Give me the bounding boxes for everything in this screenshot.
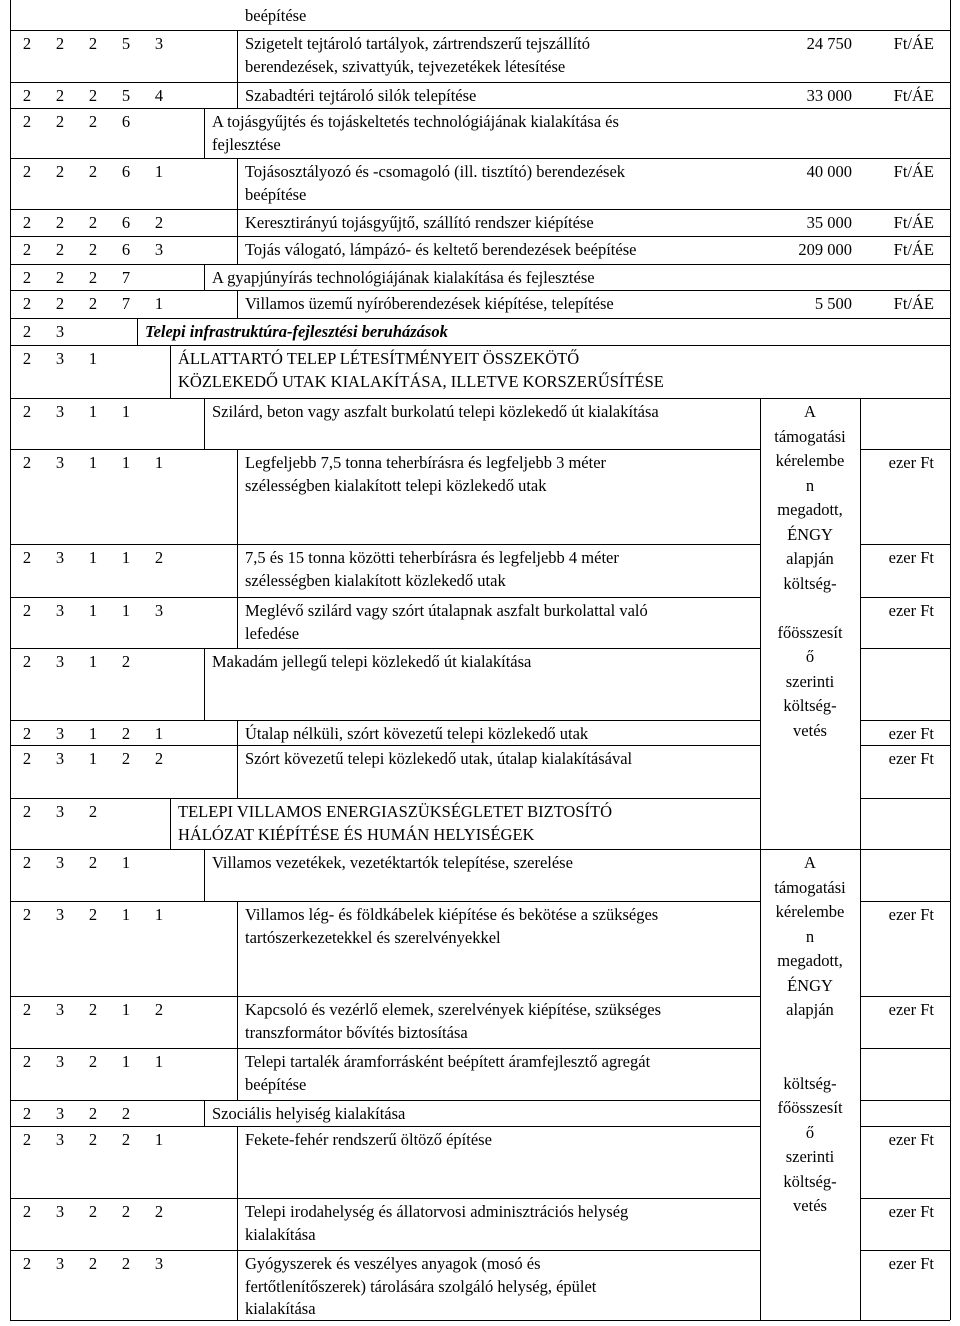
code-digit: 2 <box>88 853 98 872</box>
code-digit: 3 <box>154 240 164 259</box>
code-digit: 3 <box>55 402 65 421</box>
code-digit: 3 <box>154 601 164 620</box>
cost-basis-note: A <box>804 402 816 421</box>
code-digit: 7 <box>121 294 131 313</box>
code-digit: 1 <box>154 162 164 181</box>
amount-value: 33 000 <box>806 86 852 105</box>
code-digit: 3 <box>55 1254 65 1273</box>
code-digit: 1 <box>88 453 98 472</box>
code-digit: 1 <box>88 724 98 743</box>
table-rule <box>237 1048 238 1100</box>
item-description: Legfeljebb 7,5 tonna teherbírásra és legfeljebb 3 méter <box>245 453 607 472</box>
code-digit: 2 <box>88 1104 98 1123</box>
table-rule <box>10 1250 760 1251</box>
table-rule <box>10 1048 760 1049</box>
code-digit: 2 <box>22 802 32 821</box>
table-rule <box>204 648 205 720</box>
cost-basis-note: ő <box>805 647 815 666</box>
unit-label: ezer Ft <box>888 1254 934 1273</box>
code-digit: 2 <box>22 652 32 671</box>
code-digit: 1 <box>121 1052 131 1071</box>
code-digit: 3 <box>55 453 65 472</box>
code-digit: 3 <box>55 1202 65 1221</box>
cost-basis-note: ő <box>805 1122 815 1142</box>
unit-label: Ft/ÁE <box>893 86 934 105</box>
code-digit: 2 <box>88 802 98 821</box>
table-rule <box>237 82 238 108</box>
code-digit: 2 <box>88 1130 98 1149</box>
item-description: fejlesztése <box>212 134 281 154</box>
table-rule <box>860 1198 950 1199</box>
item-description: Szabadtéri tejtároló silók telepítése <box>245 86 477 105</box>
code-digit: 1 <box>154 724 164 743</box>
code-digit: 2 <box>22 1052 32 1071</box>
amount-value: 209 000 <box>798 240 852 259</box>
item-description: kialakítása <box>245 1224 316 1244</box>
code-digit: 2 <box>55 162 65 181</box>
table-rule <box>237 996 238 1048</box>
code-digit: 1 <box>88 749 98 768</box>
code-digit: 2 <box>22 86 32 105</box>
code-digit: 1 <box>88 601 98 620</box>
code-digit: 2 <box>154 1000 164 1019</box>
code-digit: 1 <box>154 294 164 313</box>
code-digit: 3 <box>55 652 65 671</box>
code-digit: 2 <box>55 34 65 53</box>
item-description: Szórt kövezetű telepi közlekedő utak, útalap kialakításával <box>245 749 633 768</box>
table-rule <box>860 1100 950 1101</box>
code-digit: 3 <box>55 802 65 821</box>
unit-label: ezer Ft <box>888 1000 934 1019</box>
table-rule <box>10 1126 760 1127</box>
unit-label: ezer Ft <box>888 724 934 743</box>
unit-label: ezer Ft <box>888 1202 934 1221</box>
code-digit: 2 <box>154 213 164 232</box>
code-digit: 3 <box>55 1104 65 1123</box>
code-digit: 3 <box>55 1130 65 1149</box>
item-description: Fekete-fehér rendszerű öltöző építése <box>245 1130 492 1149</box>
table-rule <box>860 1126 950 1127</box>
unit-label: Ft/ÁE <box>893 34 934 53</box>
cost-basis-note: költség- <box>783 1073 837 1093</box>
item-description: szélességben kialakított telepi közlekedő utak <box>245 475 547 495</box>
table-rule <box>170 798 171 849</box>
code-digit: 2 <box>22 34 32 53</box>
table-rule <box>204 264 205 290</box>
code-digit: 2 <box>121 1254 131 1273</box>
code-digit: 2 <box>22 1254 32 1273</box>
code-digit: 2 <box>88 112 98 131</box>
code-digit: 2 <box>22 240 32 259</box>
code-digit: 1 <box>154 453 164 472</box>
table-rule <box>10 996 760 997</box>
table-rule <box>10 108 950 109</box>
code-digit: 1 <box>154 1052 164 1071</box>
code-digit: 2 <box>121 749 131 768</box>
code-digit: 6 <box>121 162 131 181</box>
table-rule <box>10 398 950 399</box>
cost-basis-note: A <box>804 853 816 872</box>
code-digit: 3 <box>55 349 65 368</box>
code-digit: 2 <box>22 724 32 743</box>
code-digit: 2 <box>154 1202 164 1221</box>
code-digit: 2 <box>88 294 98 313</box>
item-description: Szociális helyiség kialakítása <box>212 1104 406 1123</box>
cost-basis-note: költség- <box>783 573 837 593</box>
table-rule <box>10 849 950 850</box>
item-description: transzformátor bővítés biztosítása <box>245 1022 468 1042</box>
code-digit: 3 <box>154 1254 164 1273</box>
item-description: berendezések, szivattyúk, tejvezetékek létesítése <box>245 56 566 76</box>
unit-label: ezer Ft <box>888 453 934 472</box>
table-rule <box>10 597 760 598</box>
amount-value: 40 000 <box>806 162 852 181</box>
item-description: Villamos lég- és földkábelek kiépítése és bekötése a szükséges <box>245 905 659 924</box>
code-digit: 3 <box>154 34 164 53</box>
cost-basis-note: ÉNGY <box>787 975 833 995</box>
table-rule <box>860 798 950 799</box>
table-rule <box>10 1198 760 1199</box>
code-digit: 3 <box>55 548 65 567</box>
code-digit: 6 <box>121 240 131 259</box>
code-digit: 2 <box>22 749 32 768</box>
code-digit: 2 <box>55 112 65 131</box>
table-rule <box>170 345 171 398</box>
table-rule <box>860 449 950 450</box>
table-rule <box>10 209 950 210</box>
cost-basis-note: megadott, <box>777 951 843 970</box>
code-digit: 2 <box>121 1130 131 1149</box>
code-digit: 2 <box>88 905 98 924</box>
code-digit: 2 <box>55 294 65 313</box>
table-rule <box>137 318 138 345</box>
table-rule <box>237 449 238 544</box>
table-rule <box>10 236 950 237</box>
item-description: KÖZLEKEDŐ UTAK KIALAKÍTÁSA, ILLETVE KORSZERŰSÍTÉSE <box>178 371 664 391</box>
code-digit: 2 <box>22 349 32 368</box>
item-description: Keresztirányú tojásgyűjtő, szállító rendszer kiépítése <box>245 213 594 232</box>
item-description: Villamos üzemű nyíróberendezések kiépítése, telepítése <box>245 294 614 313</box>
cost-basis-note: főösszesít <box>777 622 843 642</box>
table-rule <box>237 236 238 264</box>
unit-label: ezer Ft <box>888 601 934 620</box>
code-digit: 2 <box>55 240 65 259</box>
table-rule <box>950 0 951 1320</box>
code-digit: 2 <box>22 294 32 313</box>
table-rule <box>237 901 238 996</box>
code-digit: 6 <box>121 213 131 232</box>
code-digit: 2 <box>88 34 98 53</box>
cost-basis-note: szerinti <box>785 1147 835 1166</box>
unit-label: Ft/ÁE <box>893 294 934 313</box>
item-description: szélességben kialakított közlekedő utak <box>245 570 506 590</box>
table-rule <box>10 0 11 1320</box>
code-digit: 2 <box>88 1202 98 1221</box>
section-heading: Telepi infrastruktúra-fejlesztési beruházások <box>145 322 448 341</box>
code-digit: 2 <box>22 1202 32 1221</box>
code-digit: 2 <box>22 1130 32 1149</box>
code-digit: 2 <box>88 240 98 259</box>
code-digit: 1 <box>121 905 131 924</box>
table-rule <box>860 544 950 545</box>
table-rule <box>10 290 950 291</box>
cost-basis-note: megadott, <box>777 500 843 519</box>
cost-basis-note: n <box>805 475 815 495</box>
code-digit: 2 <box>22 213 32 232</box>
code-digit: 1 <box>88 652 98 671</box>
table-rule <box>10 264 950 265</box>
code-digit: 3 <box>55 1052 65 1071</box>
table-rule <box>204 849 205 901</box>
code-digit: 1 <box>121 402 131 421</box>
item-description: 7,5 és 15 tonna közötti teherbírásra és legfeljebb 4 méter <box>245 548 619 567</box>
table-rule <box>860 1250 950 1251</box>
table-rule <box>10 648 760 649</box>
item-description: Tojásosztályozó és -csomagoló (ill. tisztító) berendezések <box>245 162 626 181</box>
code-digit: 2 <box>22 268 32 287</box>
code-digit: 2 <box>22 601 32 620</box>
code-digit: 2 <box>22 905 32 924</box>
table-rule <box>204 1100 205 1126</box>
unit-label: ezer Ft <box>888 749 934 768</box>
table-rule <box>10 158 950 159</box>
item-description: Kapcsoló és vezérlő elemek, szerelvények kiépítése, szükséges <box>245 1000 661 1019</box>
code-digit: 2 <box>88 1052 98 1071</box>
item-description: Szigetelt tejtároló tartályok, zártrendszerű tejszállító <box>245 34 590 53</box>
table-rule <box>237 597 238 648</box>
amount-value: 5 500 <box>814 294 852 313</box>
code-digit: 2 <box>22 453 32 472</box>
item-description: Tojás válogató, lámpázó- és keltető berendezések beépítése <box>245 240 637 259</box>
code-digit: 7 <box>121 268 131 287</box>
code-digit: 3 <box>55 724 65 743</box>
unit-label: Ft/ÁE <box>893 213 934 232</box>
table-rule <box>204 108 205 158</box>
item-description: lefedése <box>245 623 300 643</box>
item-description: HÁLÓZAT KIÉPÍTÉSE ÉS HUMÁN HELYISÉGEK <box>178 824 535 844</box>
table-rule <box>10 544 760 545</box>
code-digit: 1 <box>154 1130 164 1149</box>
table-rule <box>860 597 950 598</box>
code-digit: 2 <box>121 724 131 743</box>
table-rule <box>860 849 861 1320</box>
cost-basis-note: főösszesít <box>777 1098 843 1117</box>
table-rule <box>10 82 950 83</box>
item-description: beépítése <box>245 184 307 204</box>
table-rule <box>204 398 205 449</box>
code-digit: 2 <box>22 548 32 567</box>
code-digit: 4 <box>154 86 164 105</box>
cost-basis-note: támogatási <box>774 426 846 446</box>
table-rule <box>237 544 238 597</box>
code-digit: 1 <box>121 853 131 872</box>
code-digit: 2 <box>22 853 32 872</box>
table-rule <box>10 901 760 902</box>
code-digit: 2 <box>88 1254 98 1273</box>
item-description: Szilárd, beton vagy aszfalt burkolatú telepi közlekedő út kialakítása <box>212 402 659 421</box>
code-digit: 6 <box>121 112 131 131</box>
cost-basis-note: ÉNGY <box>787 524 833 544</box>
table-rule <box>860 745 950 746</box>
code-digit: 1 <box>121 453 131 472</box>
code-digit: 1 <box>154 905 164 924</box>
item-description: fertőtlenítőszerek) tárolására szolgáló helység, épület <box>245 1276 597 1296</box>
code-digit: 2 <box>22 1000 32 1019</box>
code-digit: 2 <box>55 213 65 232</box>
unit-label: Ft/ÁE <box>893 162 934 181</box>
item-description: ÁLLATTARTÓ TELEP LÉTESÍTMÉNYEIT ÖSSZEKÖTŐ <box>178 349 580 368</box>
item-description: TELEPI VILLAMOS ENERGIASZÜKSÉGLETET BIZTOSÍTÓ <box>178 802 613 821</box>
code-digit: 5 <box>121 86 131 105</box>
table-rule <box>10 1320 950 1321</box>
code-digit: 1 <box>88 548 98 567</box>
item-description: Meglévő szilárd vagy szórt útalapnak aszfalt burkolattal való <box>245 601 648 620</box>
code-digit: 3 <box>55 749 65 768</box>
item-description: kialakítása <box>245 1299 316 1318</box>
code-digit: 2 <box>88 162 98 181</box>
item-description: beépítése <box>245 6 307 25</box>
code-digit: 5 <box>121 34 131 53</box>
amount-value: 24 750 <box>806 34 852 53</box>
table-rule <box>10 1100 760 1101</box>
table-rule <box>10 449 760 450</box>
table-rule <box>237 745 238 798</box>
code-digit: 2 <box>88 1000 98 1019</box>
cost-basis-note: költség- <box>783 1171 837 1191</box>
code-digit: 3 <box>55 601 65 620</box>
code-digit: 2 <box>121 1202 131 1221</box>
code-digit: 1 <box>88 349 98 368</box>
table-rule <box>10 318 950 319</box>
code-digit: 2 <box>22 402 32 421</box>
table-rule <box>860 398 861 849</box>
code-digit: 2 <box>22 162 32 181</box>
item-description: Makadám jellegű telepi közlekedő út kialakítása <box>212 652 532 671</box>
code-digit: 3 <box>55 853 65 872</box>
table-rule <box>237 1126 238 1198</box>
item-description: A gyapjúnyírás technológiájának kialakítása és fejlesztése <box>212 268 595 287</box>
table-rule <box>237 1250 238 1320</box>
table-rule <box>237 158 238 209</box>
code-digit: 3 <box>55 1000 65 1019</box>
code-digit: 1 <box>121 548 131 567</box>
cost-basis-note: vetés <box>793 720 827 740</box>
code-digit: 2 <box>121 652 131 671</box>
code-digit: 2 <box>121 1104 131 1123</box>
item-description: A tojásgyűjtés és tojáskeltetés technológiájának kialakítása és <box>212 112 619 131</box>
code-digit: 2 <box>154 548 164 567</box>
code-digit: 3 <box>55 905 65 924</box>
cost-basis-note: vetés <box>793 1196 827 1215</box>
cost-basis-note: támogatási <box>774 877 846 897</box>
code-digit: 2 <box>55 86 65 105</box>
item-description: beépítése <box>245 1074 307 1094</box>
cost-basis-note: kérelembe <box>775 451 845 470</box>
cost-basis-note: szerinti <box>785 671 835 691</box>
unit-label: Ft/ÁE <box>893 240 934 259</box>
unit-label: ezer Ft <box>888 905 934 924</box>
code-digit: 2 <box>22 112 32 131</box>
table-rule <box>860 1048 950 1049</box>
cost-basis-note: alapján <box>786 1000 834 1019</box>
table-rule <box>237 720 238 745</box>
unit-label: ezer Ft <box>888 1130 934 1149</box>
cost-basis-note: kérelembe <box>775 902 845 921</box>
code-digit: 2 <box>88 213 98 232</box>
code-digit: 3 <box>55 322 65 341</box>
table-rule <box>10 30 950 31</box>
code-digit: 2 <box>55 268 65 287</box>
cost-basis-note: n <box>805 926 815 946</box>
item-description: tartószerkezetekkel és szerelvényekkel <box>245 927 501 947</box>
code-digit: 2 <box>154 749 164 768</box>
table-rule <box>860 996 950 997</box>
table-rule <box>860 720 950 721</box>
code-digit: 2 <box>22 1104 32 1123</box>
table-rule <box>237 30 238 82</box>
table-rule <box>10 745 760 746</box>
table-rule <box>10 720 760 721</box>
code-digit: 1 <box>121 601 131 620</box>
table-rule <box>237 290 238 318</box>
table-rule <box>10 798 760 799</box>
code-digit: 2 <box>88 86 98 105</box>
item-description: Villamos vezetékek, vezetéktartók telepítése, szerelése <box>212 853 573 872</box>
item-description: Útalap nélküli, szórt kövezetű telepi közlekedő utak <box>245 724 589 743</box>
table-rule <box>860 648 950 649</box>
item-description: Telepi irodahelység és állatorvosi adminisztrációs helység <box>245 1202 629 1221</box>
code-digit: 1 <box>88 402 98 421</box>
code-digit: 2 <box>88 268 98 287</box>
table-rule <box>237 1198 238 1250</box>
table-rule <box>10 345 950 346</box>
amount-value: 35 000 <box>806 213 852 232</box>
code-digit: 1 <box>121 1000 131 1019</box>
code-digit: 2 <box>22 322 32 341</box>
table-rule <box>860 901 950 902</box>
cost-basis-note: alapján <box>786 549 834 568</box>
table-rule <box>237 209 238 236</box>
unit-label: ezer Ft <box>888 548 934 567</box>
item-description: Telepi tartalék áramforrásként beépített áramfejlesztő agregát <box>245 1052 651 1071</box>
cost-basis-note: költség- <box>783 696 837 715</box>
item-description: Gyógyszerek és veszélyes anyagok (mosó és <box>245 1254 541 1273</box>
